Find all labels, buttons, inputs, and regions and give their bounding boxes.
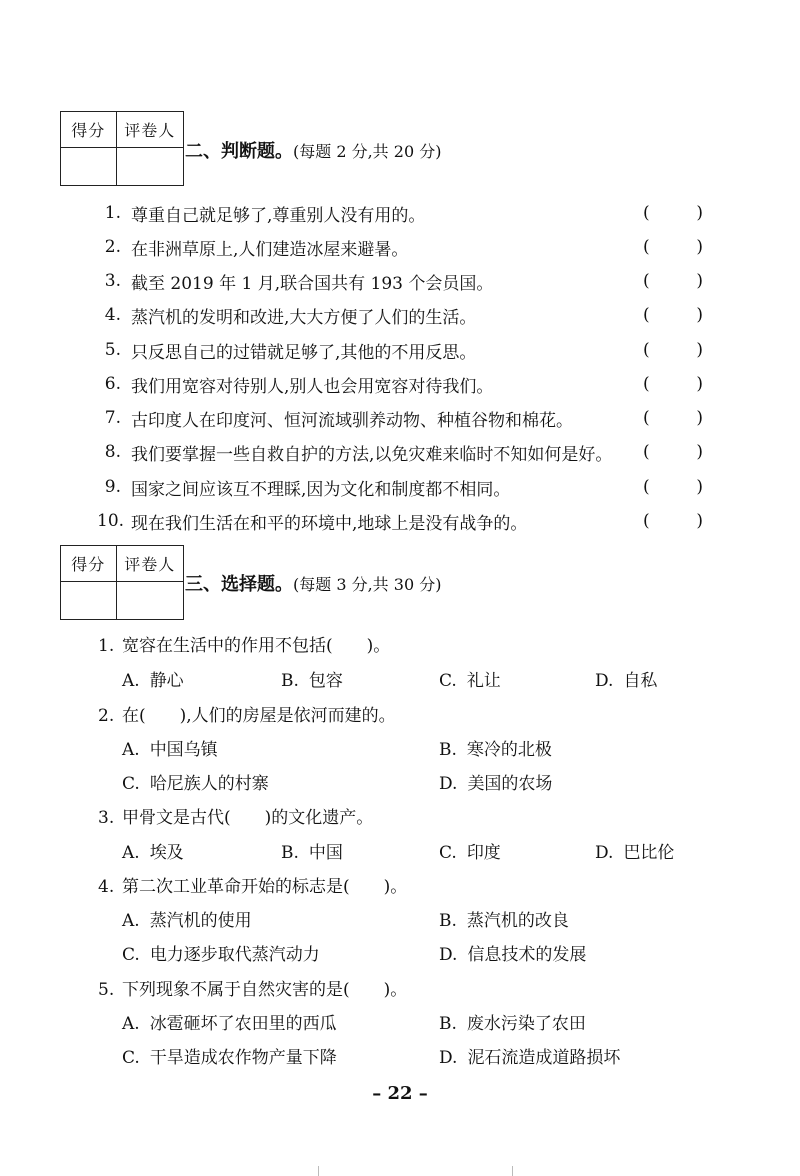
item-number: 1. [104, 203, 121, 223]
option-a[interactable]: A. 冰雹砸坏了农田里的西瓜 [122, 1014, 337, 1034]
answer-paren[interactable]: ( ) [643, 340, 703, 360]
answer-paren[interactable]: ( ) [643, 203, 703, 223]
judge-item [97, 470, 705, 504]
question-number: 5. [98, 980, 115, 1000]
option-b[interactable]: B. 蒸汽机的改良 [439, 911, 569, 931]
option-c[interactable]: C. 干旱造成农作物产量下降 [122, 1048, 337, 1068]
section3-title-text: 三、选择题。 [185, 574, 293, 595]
question [98, 701, 396, 726]
item-number: 4. [104, 305, 121, 325]
option-d[interactable]: D. 自私 [595, 671, 658, 691]
option-d[interactable]: D. 美国的农场 [439, 774, 553, 794]
answer-paren[interactable]: ( ) [643, 271, 703, 291]
answer-paren[interactable]: ( ) [643, 237, 703, 257]
question-number: 1. [98, 636, 115, 656]
grader-label: 评卷人 [116, 112, 183, 147]
judge-item [97, 401, 705, 435]
judge-item [97, 435, 705, 469]
score-label: 得分 [71, 555, 106, 574]
item-text: 我们用宽容对待别人,别人也会用宽容对待我们。 [131, 376, 494, 397]
item-text: 截至 2019 年 1 月,联合国共有 193 个会员国。 [131, 273, 494, 294]
score-box-section2 [60, 111, 184, 186]
question-text: 下列现象不属于自然灾害的是( )。 [122, 980, 408, 1000]
answer-paren[interactable]: ( ) [643, 305, 703, 325]
score-input-cell[interactable] [61, 148, 116, 185]
question-text: 第二次工业革命开始的标志是( )。 [122, 877, 408, 897]
crop-mark-left [318, 1166, 319, 1176]
option-d[interactable]: D. 泥石流造成道路损坏 [439, 1048, 621, 1068]
question [98, 872, 407, 897]
item-number: 9. [104, 477, 121, 497]
judge-item [97, 196, 705, 230]
judge-item [97, 230, 705, 264]
page-number: – 22 – [372, 1083, 428, 1104]
item-text: 尊重自己就足够了,尊重别人没有用的。 [131, 205, 426, 226]
item-number: 7. [104, 408, 121, 428]
answer-paren[interactable]: ( ) [643, 408, 703, 428]
item-text: 我们要掌握一些自救自护的方法,以免灾难来临时不知如何是好。 [131, 444, 613, 465]
grader-input-cell[interactable] [116, 148, 183, 185]
option-c[interactable]: C. 哈尼族人的村寨 [122, 774, 269, 794]
item-number: 3. [104, 271, 121, 291]
section3-title [185, 570, 441, 596]
score-box-section3 [60, 545, 184, 620]
option-b[interactable]: B. 寒冷的北极 [439, 740, 552, 760]
judge-item [97, 367, 705, 401]
item-number: 6. [104, 374, 121, 394]
judge-item [97, 264, 705, 298]
option-b[interactable]: B. 包容 [281, 671, 343, 691]
item-text: 现在我们生活在和平的环境中,地球上是没有战争的。 [131, 513, 528, 534]
item-number: 10. [97, 511, 125, 531]
question-number: 2. [98, 706, 115, 726]
item-number: 8. [104, 442, 121, 462]
section2-title-text: 二、判断题。 [185, 141, 293, 162]
option-d[interactable]: D. 信息技术的发展 [439, 945, 587, 965]
option-b[interactable]: B. 中国 [281, 843, 343, 863]
option-a[interactable]: A. 蒸汽机的使用 [122, 911, 252, 931]
answer-paren[interactable]: ( ) [643, 442, 703, 462]
answer-paren[interactable]: ( ) [643, 477, 703, 497]
section2-note: (每题 2 分,共 20 分) [293, 142, 442, 161]
option-a[interactable]: A. 埃及 [122, 843, 184, 863]
grader-input-cell[interactable] [116, 582, 183, 619]
question-number: 4. [98, 877, 115, 897]
question-text: 甲骨文是古代( )的文化遗产。 [122, 808, 374, 828]
question [98, 803, 373, 828]
question [98, 975, 407, 1000]
score-label: 得分 [71, 121, 106, 140]
crop-mark-right [512, 1166, 513, 1176]
option-a[interactable]: A. 静心 [122, 671, 184, 691]
item-text: 在非洲草原上,人们建造冰屋来避暑。 [131, 239, 409, 260]
answer-paren[interactable]: ( ) [643, 511, 703, 531]
option-c[interactable]: C. 电力逐步取代蒸汽动力 [122, 945, 320, 965]
judge-item [97, 504, 705, 538]
option-c[interactable]: C. 礼让 [439, 671, 501, 691]
judge-item [97, 298, 705, 332]
question [98, 631, 390, 656]
item-text: 只反思自己的过错就足够了,其他的不用反思。 [131, 342, 477, 363]
option-a[interactable]: A. 中国乌镇 [122, 740, 218, 760]
item-text: 蒸汽机的发明和改进,大大方便了人们的生活。 [131, 307, 477, 328]
option-c[interactable]: C. 印度 [439, 843, 501, 863]
score-input-cell[interactable] [61, 582, 116, 619]
item-text: 古印度人在印度河、恒河流域驯养动物、种植谷物和棉花。 [131, 410, 573, 431]
item-text: 国家之间应该互不理睬,因为文化和制度都不相同。 [131, 479, 511, 500]
question-text: 在( ),人们的房屋是依河而建的。 [122, 706, 396, 726]
item-number: 5. [104, 340, 121, 360]
question-number: 3. [98, 808, 115, 828]
item-number: 2. [104, 237, 121, 257]
section2-title [185, 137, 441, 163]
section3-note: (每题 3 分,共 30 分) [293, 575, 442, 594]
question-text: 宽容在生活中的作用不包括( )。 [122, 636, 391, 656]
option-b[interactable]: B. 废水污染了农田 [439, 1014, 586, 1034]
grader-label: 评卷人 [116, 546, 183, 581]
answer-paren[interactable]: ( ) [643, 374, 703, 394]
judge-item [97, 333, 705, 367]
option-d[interactable]: D. 巴比伦 [595, 843, 675, 863]
